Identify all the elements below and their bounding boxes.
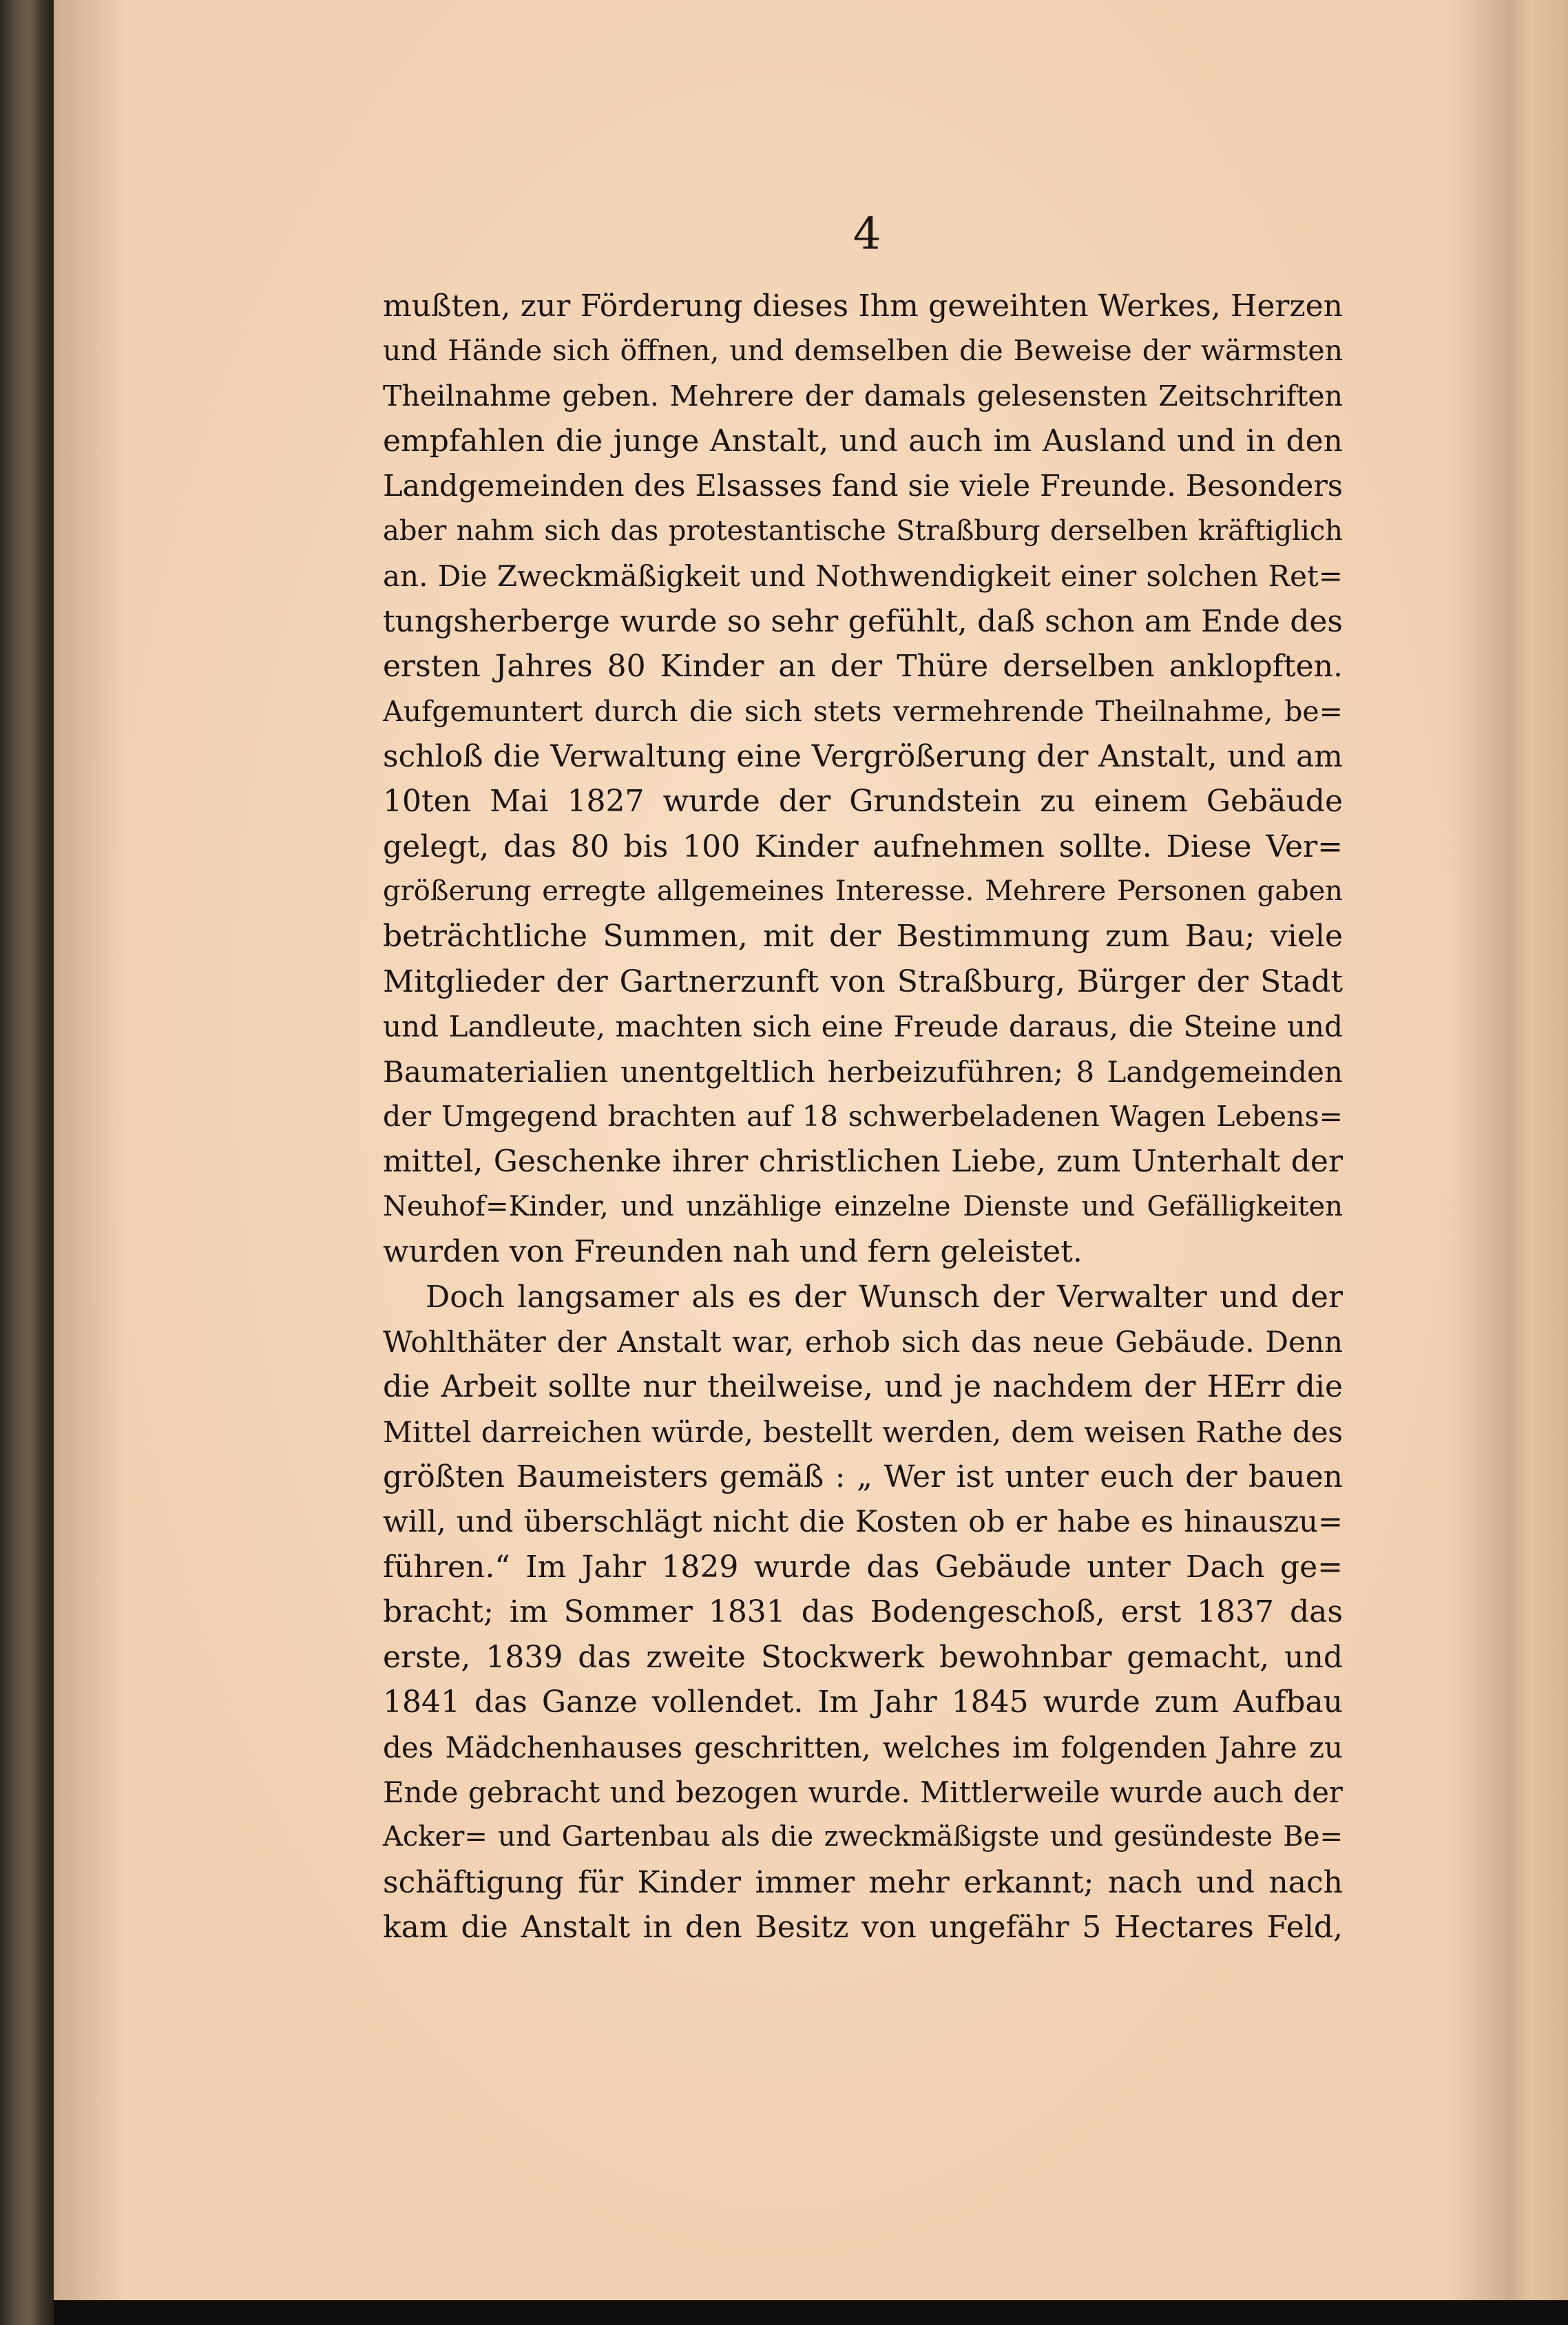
text-line: beträchtliche Summen, mit der Bestimmung zum Bau; viele: [383, 919, 1343, 955]
text-line: erste, 1839 das zweite Stockwerk bewohnbar gemacht, und: [383, 1639, 1343, 1675]
text-line: der Umgegend brachten auf 18 schwerbeladenen Wagen Lebens=: [383, 1100, 1343, 1134]
text-line: Neuhof=Kinder, und unzählige einzelne Dienste und Gefälligkeiten: [383, 1190, 1343, 1222]
text-line: und Hände sich öffnen, und demselben die Beweise der wärmsten: [383, 334, 1343, 368]
text-line: ersten Jahres 80 Kinder an der Thüre derselben anklopften.: [383, 649, 1343, 685]
text-line: des Mädchenhauses geschritten, welches im folgenden Jahre zu: [383, 1730, 1343, 1764]
text-line: mußten, zur Förderung dieses Ihm geweihten Werkes, Herzen: [383, 289, 1343, 324]
next-page-edge: [1507, 0, 1568, 2325]
text-line: Doch langsamer als es der Wunsch der Verwalter und der: [426, 1279, 1343, 1315]
text-line: Mitglieder der Gartnerzunft von Straßburg, Bürger der Stadt: [383, 963, 1343, 999]
text-line: die Arbeit sollte nur theilweise, und je nachdem der HErr die: [383, 1369, 1343, 1405]
text-line: schäftigung für Kinder immer mehr erkannt; nach und nach: [383, 1864, 1343, 1900]
body-text: [383, 284, 1343, 1950]
text-line: 1841 das Ganze vollendet. Im Jahr 1845 wurde zum Aufbau: [383, 1685, 1343, 1720]
text-line: will, und überschlägt nicht die Kosten ob er habe es hinauszu=: [383, 1504, 1343, 1539]
text-line: schloß die Verwaltung eine Vergrößerung der Anstalt, und am: [383, 738, 1343, 774]
scan-bottom-border: [54, 2300, 1568, 2325]
text-line: gelegt, das 80 bis 100 Kinder aufnehmen sollte. Diese Ver=: [383, 828, 1343, 864]
text-line: Ende gebracht und bezogen wurde. Mittlerweile wurde auch der: [383, 1775, 1343, 1809]
text-line: und Landleute, machten sich eine Freude daraus, die Steine und: [383, 1010, 1343, 1044]
text-line: größten Baumeisters gemäß : „ Wer ist unter euch der bauen: [383, 1459, 1343, 1495]
text-line: aber nahm sich das protestantische Straßburg derselben kräftiglich: [383, 514, 1343, 547]
text-line: wurden von Freunden nah und fern geleistet.: [383, 1234, 1083, 1270]
text-line: Theilnahme geben. Mehrere der damals gelesensten Zeitschriften: [383, 379, 1343, 413]
page-number: 4: [853, 209, 881, 260]
text-line: Aufgemuntert durch die sich stets vermehrende Theilnahme, be=: [383, 694, 1343, 728]
text-line: tungsherberge wurde so sehr gefühlt, daß schon am Ende des: [383, 603, 1343, 639]
text-line: kam die Anstalt in den Besitz von ungefähr 5 Hectares Feld,: [383, 1910, 1343, 1946]
text-line: Mittel darreichen würde, bestellt werden, dem weisen Rathe des: [383, 1415, 1343, 1449]
text-line: führen.“ Im Jahr 1829 wurde das Gebäude unter Dach ge=: [383, 1549, 1343, 1585]
text-line: empfahlen die junge Anstalt, und auch im Ausland und in den: [383, 424, 1343, 459]
text-line: Wohlthäter der Anstalt war, erhob sich das neue Gebäude. Denn: [383, 1324, 1343, 1359]
book-spine: [0, 0, 54, 2325]
text-line: größerung erregte allgemeines Interesse. Mehrere Personen gaben: [383, 875, 1343, 908]
text-line: Baumaterialien unentgeltlich herbeizuführen; 8 Landgemeinden: [383, 1054, 1343, 1089]
text-line: an. Die Zweckmäßigkeit und Nothwendigkeit einer solchen Ret=: [383, 559, 1343, 594]
text-line: bracht; im Sommer 1831 das Bodengeschoß, erst 1837 das: [383, 1594, 1343, 1630]
text-line: Landgemeinden des Elsasses fand sie viele Freunde. Besonders: [383, 468, 1343, 503]
text-line: Acker= und Gartenbau als die zweckmäßigste und gesündeste Be=: [383, 1821, 1343, 1853]
text-line: 10ten Mai 1827 wurde der Grundstein zu einem Gebäude: [383, 784, 1343, 820]
text-line: mittel, Geschenke ihrer christlichen Liebe, zum Unterhalt der: [383, 1144, 1343, 1180]
